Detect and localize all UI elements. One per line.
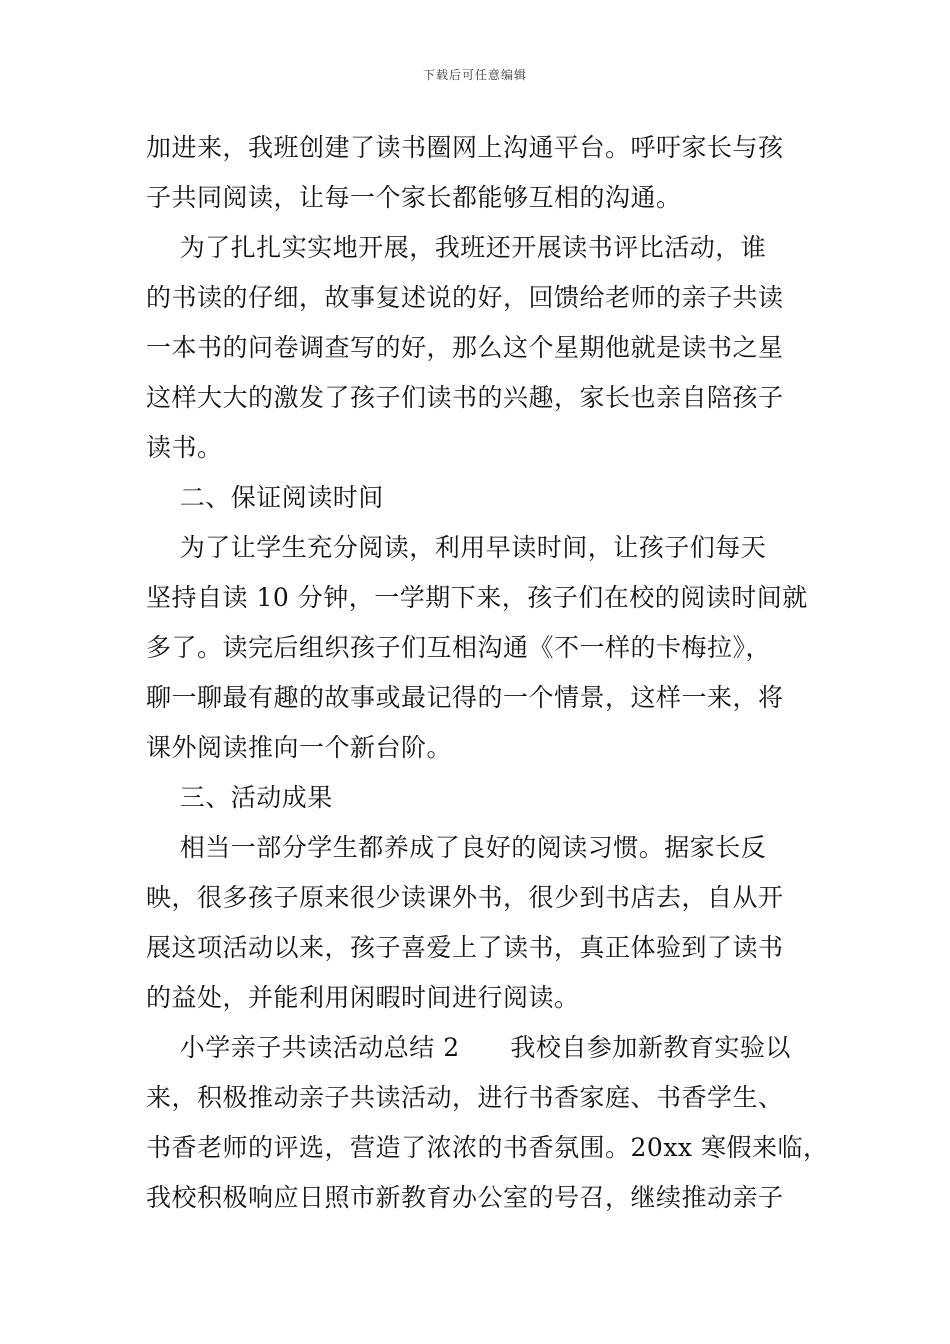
body-line: 读书。 [146, 433, 223, 462]
body-line: 为了扎扎实实地开展，我班还开展读书评比活动，谁 [146, 233, 767, 262]
body-line: 为了让学生充分阅读，利用早读时间，让孩子们每天 [146, 533, 767, 562]
body-line: 这样大大的激发了孩子们读书的兴趣，家长也亲自陪孩子 [146, 383, 784, 412]
section-heading: 二、保证阅读时间 [146, 483, 384, 512]
header-note: 下载后可任意编辑 [422, 68, 527, 82]
body-line: 子共同阅读，让每一个家长都能够互相的沟通。 [146, 183, 682, 212]
body-line: 加进来，我班创建了读书圈网上沟通平台。呼吁家长与孩 [146, 133, 784, 162]
body-line: 课外阅读推向一个新台阶。 [146, 733, 453, 762]
body-line: 小学亲子共读活动总结 2 我校自参加新教育实验以 [146, 1033, 791, 1062]
body-line: 相当一部分学生都养成了良好的阅读习惯。据家长反 [146, 833, 767, 862]
body-line: 的益处，并能利用闲暇时间进行阅读。 [146, 983, 580, 1012]
body-line: 多了。读完后组织孩子们互相沟通《不一样的卡梅拉》， [146, 633, 772, 662]
body-line: 展这项活动以来，孩子喜爱上了读书，真正体验到了读书 [146, 933, 784, 962]
body-line: 坚持自读 10 分钟，一学期下来，孩子们在校的阅读时间就 [146, 583, 808, 612]
section-heading: 三、活动成果 [146, 783, 333, 812]
body-line: 我校积极响应日照市新教育办公室的号召，继续推动亲子 [146, 1183, 784, 1212]
body-line: 一本书的问卷调查写的好，那么这个星期他就是读书之星 [146, 333, 784, 362]
body-line: 映，很多孩子原来很少读课外书，很少到书店去，自从开 [146, 883, 784, 912]
body-line: 的书读的仔细，故事复述说的好，回馈给老师的亲子共读 [146, 283, 784, 312]
body-line: 聊一聊最有趣的故事或最记得的一个情景，这样一来，将 [146, 683, 784, 712]
body-line: 书香老师的评选，营造了浓浓的书香氛围。20xx 寒假来临， [146, 1133, 829, 1162]
body-line: 来，积极推动亲子共读活动，进行书香家庭、书香学生、 [146, 1083, 784, 1112]
